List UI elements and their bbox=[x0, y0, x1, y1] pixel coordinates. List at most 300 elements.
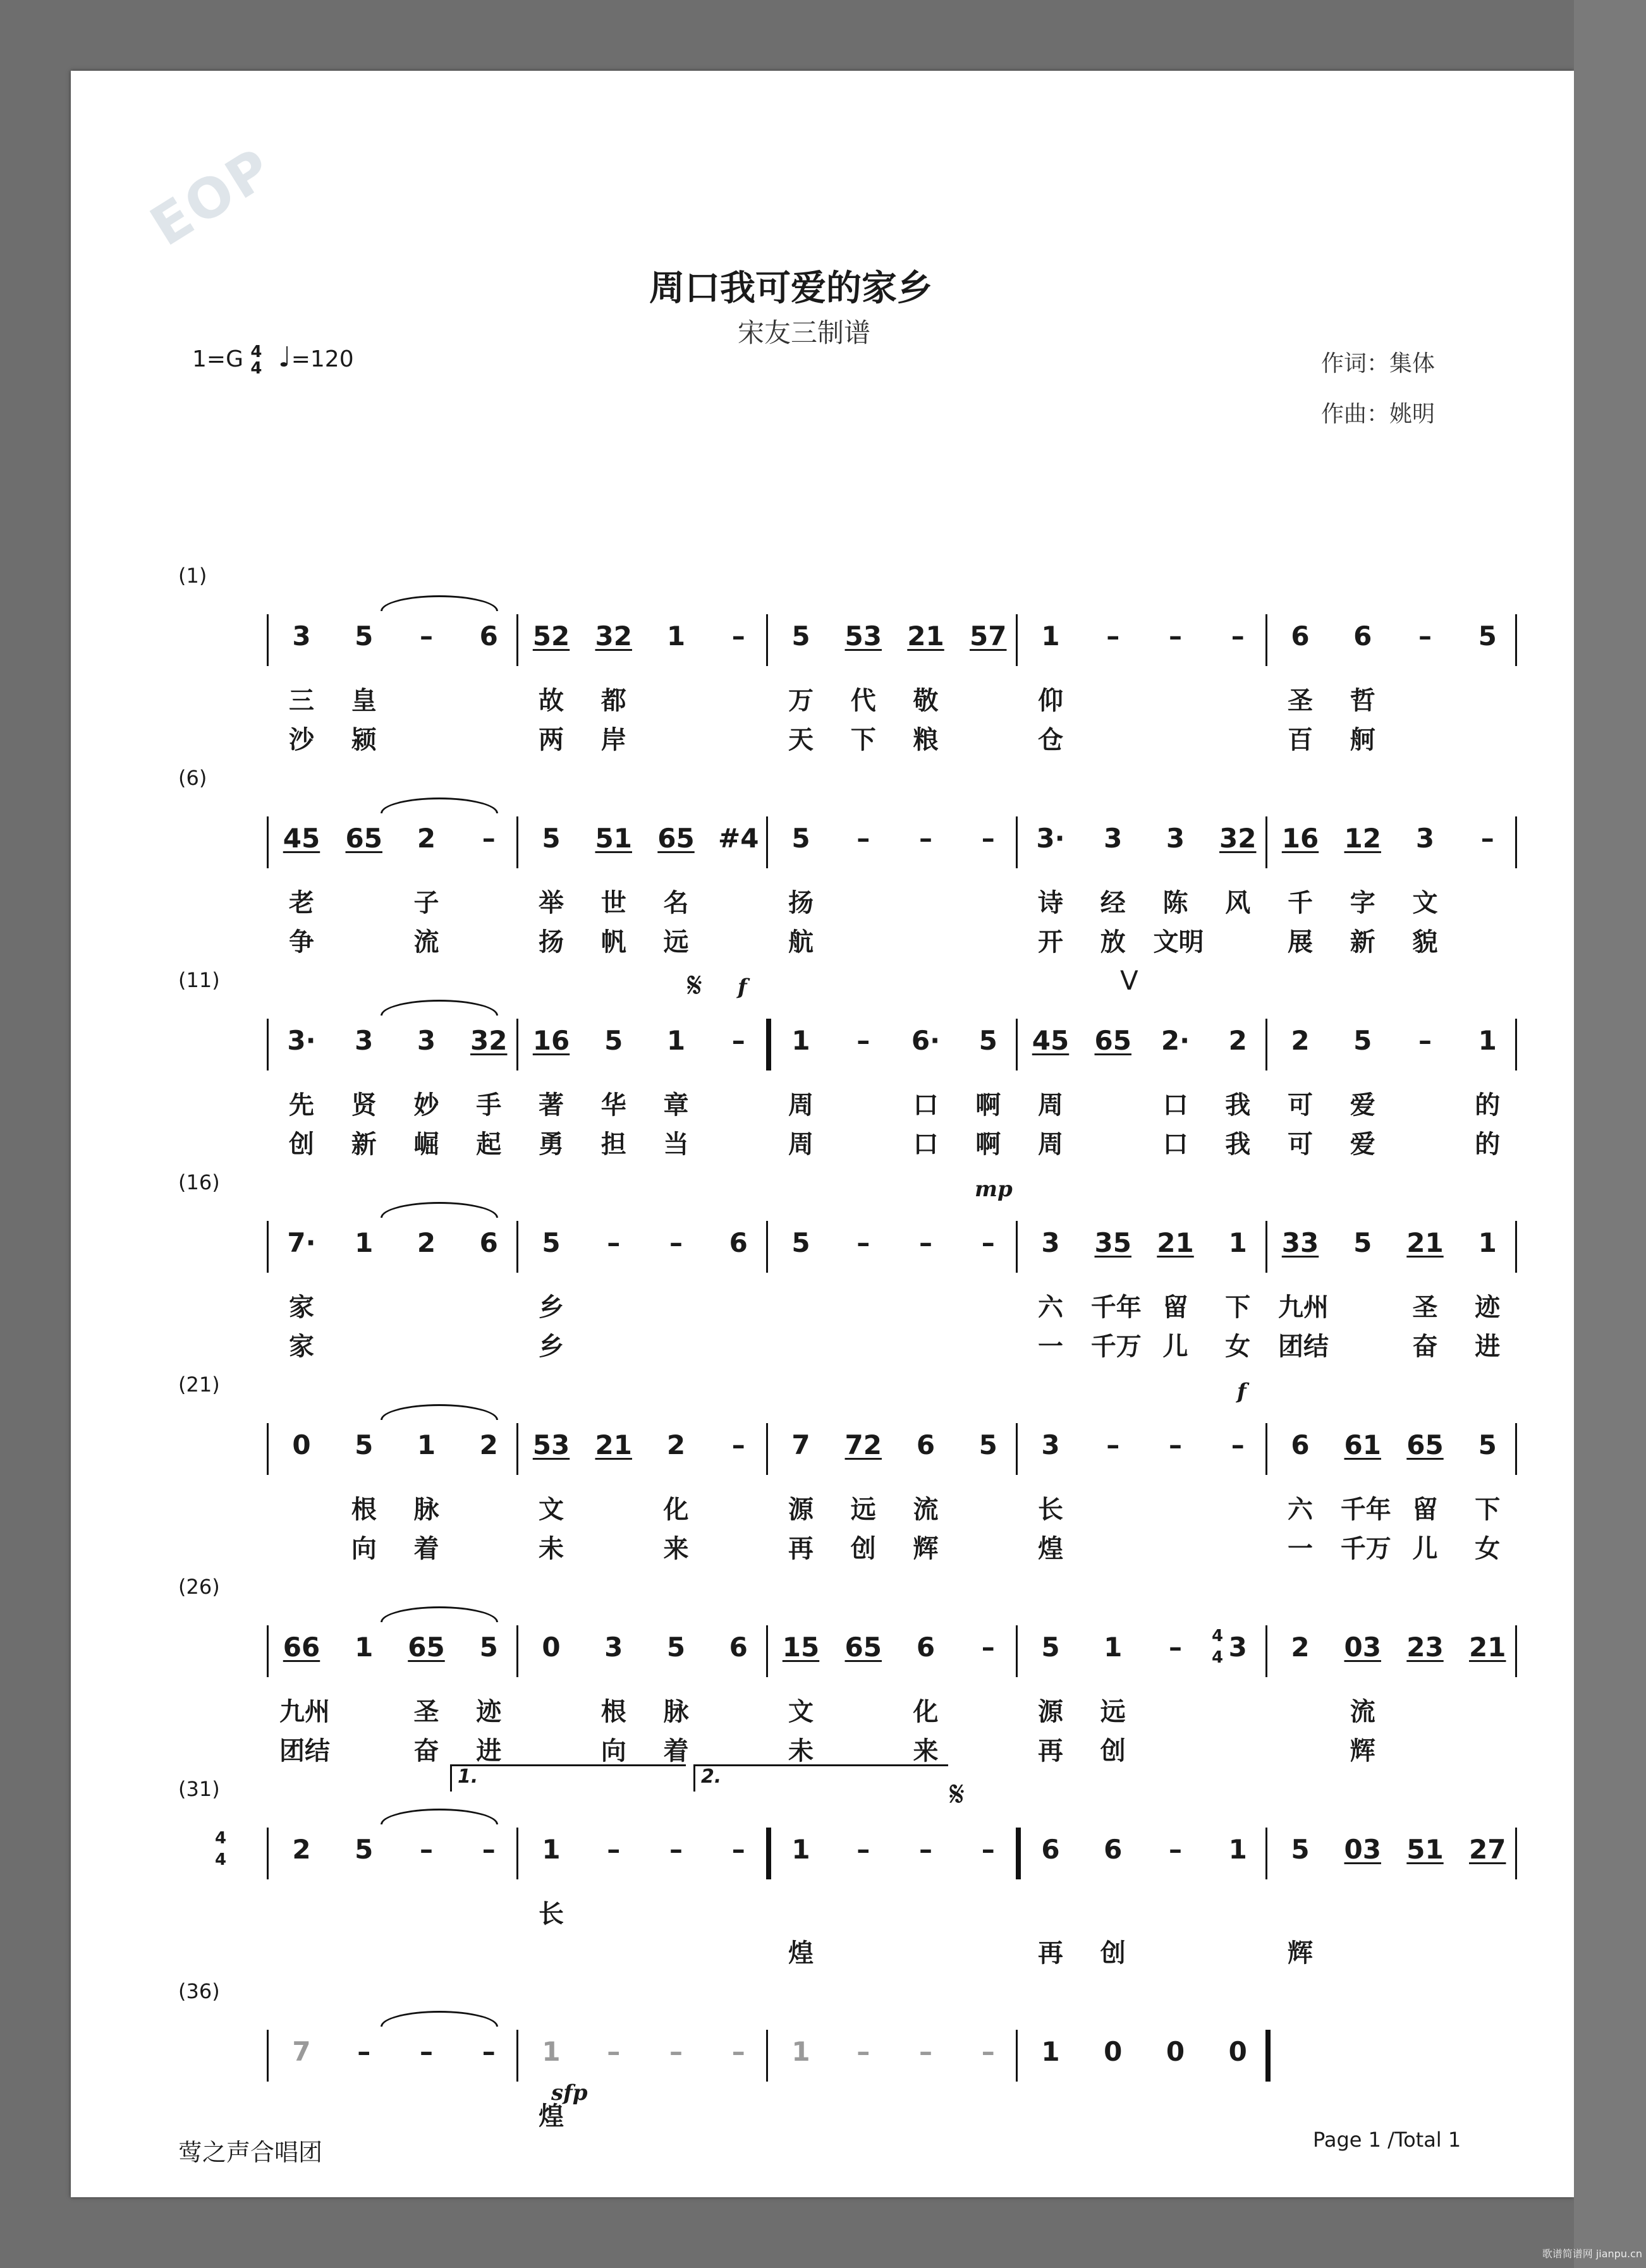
lyric-text: 家 bbox=[289, 1293, 314, 1322]
lyric-text: 流 bbox=[913, 1495, 939, 1524]
jianpu-note: 6 bbox=[729, 1632, 748, 1663]
jianpu-note: 3 bbox=[1415, 823, 1435, 854]
jianpu-note: 2 bbox=[1291, 1632, 1310, 1663]
jianpu-note: 1 bbox=[666, 621, 686, 652]
lyric-text: 都 bbox=[600, 686, 626, 715]
composer: 作曲：姚明 bbox=[1321, 401, 1436, 427]
jianpu-note: 65 bbox=[1094, 1025, 1131, 1056]
lyric-text: 创 bbox=[1100, 1737, 1126, 1766]
slur-mark bbox=[381, 1404, 498, 1420]
jianpu-note: 61 bbox=[1344, 1429, 1381, 1460]
jianpu-note: – bbox=[857, 1227, 870, 1258]
lyric-text: 源 bbox=[1038, 1697, 1063, 1726]
barline bbox=[1016, 1221, 1018, 1273]
lyric-text: 六 bbox=[1038, 1293, 1063, 1322]
barline bbox=[1515, 1828, 1517, 1879]
jianpu-note: 5 bbox=[1291, 1834, 1310, 1865]
lyric-text: 向 bbox=[351, 1534, 377, 1563]
slur-mark bbox=[381, 2011, 498, 2027]
lyric-text: 辉 bbox=[1288, 1939, 1313, 1968]
barline bbox=[1265, 614, 1267, 666]
jianpu-note: – bbox=[981, 1834, 995, 1865]
slur-mark bbox=[381, 797, 498, 813]
jianpu-note: – bbox=[482, 1834, 496, 1865]
lyric-text: 文 bbox=[1412, 888, 1438, 918]
barline bbox=[267, 1019, 269, 1070]
corner-site-mark: 歌谱简谱网 jianpu.cn bbox=[1542, 2248, 1642, 2260]
lyric-text: 起 bbox=[476, 1130, 502, 1159]
barline bbox=[1016, 1423, 1018, 1475]
score-title: 周口我可爱的家乡 bbox=[649, 267, 932, 309]
jianpu-note: 32 bbox=[595, 621, 632, 652]
lyric-text: 长 bbox=[1038, 1495, 1063, 1524]
jianpu-note: – bbox=[731, 1834, 745, 1865]
barline bbox=[267, 816, 269, 868]
barline bbox=[1016, 816, 1018, 868]
jianpu-note: 3 bbox=[1166, 823, 1185, 854]
jianpu-note: – bbox=[607, 1834, 621, 1865]
jianpu-note: 65 bbox=[408, 1632, 445, 1663]
jianpu-note: 16 bbox=[532, 1025, 570, 1056]
lyric-text: 著 bbox=[539, 1091, 564, 1120]
jianpu-note: 51 bbox=[595, 823, 632, 854]
jianpu-note: 1 bbox=[666, 1025, 686, 1056]
barline bbox=[1265, 1423, 1267, 1475]
inline-time-den: 4 bbox=[1212, 1648, 1224, 1667]
barline bbox=[766, 614, 768, 666]
footer-page-number: Page 1 /Total 1 bbox=[1313, 2128, 1461, 2152]
lyric-text: 航 bbox=[788, 928, 814, 957]
jianpu-note: 51 bbox=[1406, 1834, 1444, 1865]
barline bbox=[766, 1019, 771, 1070]
lyric-text: 下 bbox=[1225, 1293, 1251, 1322]
lyric-text: 千年 bbox=[1340, 1495, 1391, 1524]
jianpu-note: 6 bbox=[916, 1429, 936, 1460]
jianpu-note: 3 bbox=[417, 1025, 436, 1056]
jianpu-note: 5 bbox=[542, 823, 561, 854]
jianpu-note: 2 bbox=[1228, 1025, 1247, 1056]
measure-number: (1) bbox=[178, 564, 207, 588]
lyric-text: 圣 bbox=[413, 1697, 439, 1726]
jianpu-note: – bbox=[1169, 621, 1182, 652]
lyric-text: 留 bbox=[1412, 1495, 1438, 1524]
jianpu-note: – bbox=[1106, 621, 1120, 652]
lyric-text: 仓 bbox=[1038, 725, 1063, 755]
lyric-text: 千万 bbox=[1340, 1534, 1391, 1563]
jianpu-note: 1 bbox=[542, 1834, 561, 1865]
lyric-text: 创 bbox=[850, 1534, 876, 1563]
jianpu-note: 0 bbox=[1166, 2036, 1185, 2067]
jianpu-note: 66 bbox=[283, 1632, 320, 1663]
lyric-text: 崛 bbox=[413, 1130, 439, 1159]
jianpu-note: 1 bbox=[1041, 621, 1060, 652]
footer-choir-name: 莺之声合唱团 bbox=[178, 2138, 323, 2166]
jianpu-note: 3· bbox=[1036, 823, 1065, 854]
jianpu-note: 1 bbox=[1041, 2036, 1060, 2067]
jianpu-note: 21 bbox=[1469, 1632, 1506, 1663]
jianpu-note: 5 bbox=[791, 1227, 810, 1258]
jianpu-note: – bbox=[420, 621, 433, 652]
lyric-text: 周 bbox=[1038, 1130, 1063, 1159]
barline bbox=[267, 1828, 269, 1879]
jianpu-note: 2 bbox=[292, 1834, 311, 1865]
jianpu-note: – bbox=[919, 823, 932, 854]
jianpu-note: 57 bbox=[970, 621, 1007, 652]
lyric-text: 啊 bbox=[975, 1091, 1001, 1120]
jianpu-note: 21 bbox=[1157, 1227, 1194, 1258]
jianpu-note: 72 bbox=[844, 1429, 882, 1460]
jianpu-note: 6 bbox=[1291, 621, 1310, 652]
lyric-text: 儿 bbox=[1412, 1534, 1438, 1563]
lyric-text: 勇 bbox=[539, 1130, 564, 1159]
lyric-text: 煌 bbox=[1038, 1534, 1063, 1563]
jianpu-note: – bbox=[731, 621, 745, 652]
key-signature bbox=[192, 341, 354, 377]
lyric-text: 圣 bbox=[1288, 686, 1313, 715]
lyric-text: 争 bbox=[289, 928, 314, 957]
jianpu-note: 5 bbox=[1478, 1429, 1497, 1460]
jianpu-note: 1 bbox=[417, 1429, 436, 1460]
lyric-text: 名 bbox=[663, 888, 689, 918]
lyric-text: 陈 bbox=[1162, 888, 1188, 918]
dynamic-mp: mp bbox=[975, 1177, 1013, 1202]
lyric-text: 哲 bbox=[1350, 686, 1375, 715]
barline bbox=[267, 1423, 269, 1475]
jianpu-note: 1 bbox=[542, 2036, 561, 2067]
measure-number: (11) bbox=[178, 968, 220, 992]
slur-mark bbox=[381, 1809, 498, 1824]
lyric-text: 风 bbox=[1225, 888, 1251, 918]
jianpu-note: – bbox=[731, 1429, 745, 1460]
jianpu-note: – bbox=[857, 2036, 870, 2067]
jianpu-note: – bbox=[1169, 1632, 1182, 1663]
jianpu-note: 1 bbox=[791, 2036, 810, 2067]
lyric-text: 辉 bbox=[913, 1534, 939, 1563]
jianpu-note: 5 bbox=[355, 1429, 374, 1460]
jianpu-note: 1 bbox=[1478, 1227, 1497, 1258]
barline bbox=[766, 1625, 768, 1677]
lyric-text: 再 bbox=[788, 1534, 814, 1563]
score-subtitle: 宋友三制谱 bbox=[738, 317, 871, 348]
jianpu-note: 45 bbox=[283, 823, 320, 854]
lyric-text: 当 bbox=[663, 1130, 689, 1159]
lyric-text: 团结 bbox=[279, 1737, 330, 1766]
jianpu-note: 5 bbox=[978, 1025, 997, 1056]
lyric-text: 脉 bbox=[663, 1697, 689, 1726]
jianpu-note: 5 bbox=[1041, 1632, 1060, 1663]
jianpu-note: 3· bbox=[287, 1025, 316, 1056]
jianpu-note: – bbox=[1480, 823, 1494, 854]
dynamic-sfp: sfp bbox=[551, 2080, 588, 2106]
jianpu-note: 5 bbox=[604, 1025, 623, 1056]
jianpu-note: 7 bbox=[292, 2036, 311, 2067]
lyric-text: 辉 bbox=[1350, 1737, 1375, 1766]
jianpu-note: 21 bbox=[595, 1429, 632, 1460]
jianpu-note: 1 bbox=[1478, 1025, 1497, 1056]
jianpu-note: 7· bbox=[287, 1227, 316, 1258]
lyric-text: 向 bbox=[600, 1737, 626, 1766]
barline bbox=[766, 1828, 771, 1879]
lyric-text: 来 bbox=[663, 1534, 689, 1563]
jianpu-note: 3 bbox=[1228, 1632, 1247, 1663]
jianpu-note: 53 bbox=[532, 1429, 570, 1460]
jianpu-note: 65 bbox=[844, 1632, 882, 1663]
lyric-text: 举 bbox=[539, 888, 564, 918]
jianpu-note: 21 bbox=[907, 621, 944, 652]
jianpu-note: 6 bbox=[916, 1632, 936, 1663]
barline bbox=[1016, 614, 1018, 666]
lyric-text: 远 bbox=[663, 928, 689, 957]
inline-time-num: 4 bbox=[1212, 1627, 1224, 1646]
lyric-text: 敬 bbox=[913, 686, 939, 715]
slur-mark bbox=[381, 1202, 498, 1218]
lyric-text: 着 bbox=[663, 1737, 689, 1766]
barline bbox=[1515, 1221, 1517, 1273]
lyric-text: 女 bbox=[1225, 1332, 1251, 1361]
lyric-text: 沙 bbox=[289, 725, 314, 755]
barline bbox=[516, 1221, 518, 1273]
lyric-text: 世 bbox=[600, 888, 626, 918]
lyric-text: 源 bbox=[788, 1495, 814, 1524]
barline bbox=[1016, 1019, 1018, 1070]
lyric-text: 貌 bbox=[1412, 928, 1438, 957]
jianpu-note: – bbox=[420, 2036, 433, 2067]
volta-bracket-2 bbox=[693, 1764, 948, 1792]
jianpu-note: 27 bbox=[1469, 1834, 1506, 1865]
jianpu-note: – bbox=[482, 823, 496, 854]
jianpu-note: 0 bbox=[292, 1429, 311, 1460]
lyric-text: 奋 bbox=[413, 1737, 439, 1766]
barline bbox=[267, 614, 269, 666]
lyric-text: 章 bbox=[663, 1091, 689, 1120]
jianpu-note: 35 bbox=[1094, 1227, 1131, 1258]
jianpu-note: 6 bbox=[1291, 1429, 1310, 1460]
jianpu-note: 65 bbox=[657, 823, 695, 854]
lyric-text: 化 bbox=[663, 1495, 689, 1524]
jianpu-note: 5 bbox=[1478, 621, 1497, 652]
tempo-text: =120 bbox=[291, 346, 354, 372]
breath-mark: V bbox=[1120, 965, 1138, 996]
lyric-text: 爱 bbox=[1350, 1091, 1375, 1120]
volta-2-label: 2. bbox=[701, 1766, 722, 1788]
jianpu-note: – bbox=[857, 1834, 870, 1865]
jianpu-note: 1 bbox=[791, 1834, 810, 1865]
jianpu-note: – bbox=[607, 2036, 621, 2067]
jianpu-note: 2 bbox=[417, 823, 436, 854]
jianpu-note: 3 bbox=[604, 1632, 623, 1663]
quarter-note-icon: ♩ bbox=[277, 341, 291, 373]
jianpu-note: 15 bbox=[782, 1632, 820, 1663]
barline bbox=[516, 1423, 518, 1475]
lyric-text: 颍 bbox=[351, 725, 377, 755]
lyric-text: 六 bbox=[1288, 1495, 1313, 1524]
lyric-text: 老 bbox=[289, 888, 314, 918]
jianpu-note: – bbox=[357, 2036, 371, 2067]
jianpu-note: 5 bbox=[479, 1632, 498, 1663]
inline-time-num: 4 bbox=[215, 1829, 227, 1848]
barline bbox=[1515, 816, 1517, 868]
lyric-text: 进 bbox=[476, 1737, 502, 1766]
segno-sign: 𝄋 bbox=[687, 965, 703, 1006]
lyric-text: 儿 bbox=[1162, 1332, 1188, 1361]
lyric-text: 迹 bbox=[476, 1697, 502, 1726]
jianpu-note: – bbox=[731, 1025, 745, 1056]
measure-number: (26) bbox=[178, 1575, 220, 1599]
lyric-text: 开 bbox=[1038, 928, 1063, 957]
jianpu-note: – bbox=[1169, 1429, 1182, 1460]
lyric-text: 未 bbox=[539, 1534, 564, 1563]
lyric-text: 进 bbox=[1475, 1332, 1501, 1361]
lyric-text: 华 bbox=[600, 1091, 626, 1120]
lyric-text: 千万 bbox=[1090, 1332, 1142, 1361]
lyric-text: 妙 bbox=[413, 1091, 439, 1120]
lyric-text: 来 bbox=[913, 1737, 939, 1766]
barline bbox=[1515, 1019, 1517, 1070]
jianpu-note: 5 bbox=[666, 1632, 686, 1663]
lyric-text: 煌 bbox=[788, 1939, 814, 1968]
jianpu-note: 1 bbox=[355, 1632, 374, 1663]
barline bbox=[1016, 2030, 1018, 2082]
jianpu-note: 6 bbox=[1353, 621, 1372, 652]
lyric-text: 再 bbox=[1038, 1939, 1063, 1968]
lyric-text: 周 bbox=[788, 1130, 814, 1159]
jianpu-note: 2· bbox=[1161, 1025, 1190, 1056]
jianpu-note: 16 bbox=[1281, 823, 1319, 854]
lyric-text: 口 bbox=[1162, 1130, 1188, 1159]
lyric-text: 煌 bbox=[539, 2102, 564, 2131]
barline bbox=[267, 1625, 269, 1677]
jianpu-note: – bbox=[482, 2036, 496, 2067]
jianpu-note: 2 bbox=[1291, 1025, 1310, 1056]
jianpu-note: 6 bbox=[729, 1227, 748, 1258]
lyric-text: 扬 bbox=[539, 928, 564, 957]
barline bbox=[1265, 816, 1267, 868]
lyric-text: 一 bbox=[1288, 1534, 1313, 1563]
lyric-text: 流 bbox=[1350, 1697, 1375, 1726]
jianpu-note: – bbox=[857, 823, 870, 854]
barline bbox=[1515, 1625, 1517, 1677]
lyric-text: 远 bbox=[1100, 1697, 1126, 1726]
barline bbox=[766, 1221, 768, 1273]
barline bbox=[766, 816, 768, 868]
jianpu-note: 6 bbox=[1041, 1834, 1060, 1865]
lyric-text: 再 bbox=[1038, 1737, 1063, 1766]
lyric-text: 啊 bbox=[975, 1130, 1001, 1159]
barline bbox=[1016, 1625, 1018, 1677]
jianpu-note: 0 bbox=[1228, 2036, 1247, 2067]
score-sheet bbox=[71, 71, 1574, 2197]
lyric-text: 千 bbox=[1288, 888, 1313, 918]
lyric-text: 周 bbox=[788, 1091, 814, 1120]
lyric-text: 着 bbox=[413, 1534, 439, 1563]
lyric-text: 子 bbox=[413, 888, 439, 918]
lyric-text: 根 bbox=[600, 1697, 626, 1726]
lyric-text: 长 bbox=[539, 1900, 564, 1929]
jianpu-note: 6· bbox=[911, 1025, 941, 1056]
jianpu-note: 3 bbox=[355, 1025, 374, 1056]
lyric-text: 文明 bbox=[1153, 928, 1204, 957]
lyric-text: 的 bbox=[1475, 1091, 1501, 1120]
lyric-text: 下 bbox=[850, 725, 876, 755]
lyric-text: 展 bbox=[1288, 928, 1313, 957]
lyric-text: 千年 bbox=[1090, 1293, 1142, 1322]
lyric-text: 仰 bbox=[1038, 686, 1063, 715]
lyric-text: 诗 bbox=[1038, 888, 1063, 918]
lyric-text: 下 bbox=[1475, 1495, 1501, 1524]
jianpu-note: 6 bbox=[1104, 1834, 1123, 1865]
lyric-text: 九州 bbox=[1278, 1293, 1329, 1322]
lyric-text: 创 bbox=[289, 1130, 314, 1159]
jianpu-note: 2 bbox=[417, 1227, 436, 1258]
lyric-text: 迹 bbox=[1475, 1293, 1501, 1322]
dynamic-f: f bbox=[738, 974, 747, 1000]
jianpu-note: 6 bbox=[479, 1227, 498, 1258]
jianpu-note: 3 bbox=[1041, 1227, 1060, 1258]
slur-mark bbox=[381, 1606, 498, 1622]
jianpu-note: 32 bbox=[470, 1025, 508, 1056]
barline bbox=[1515, 614, 1517, 666]
lyric-text: 口 bbox=[913, 1091, 939, 1120]
lyric-text: 经 bbox=[1100, 888, 1126, 918]
jianpu-note: 45 bbox=[1032, 1025, 1070, 1056]
slur-mark bbox=[381, 595, 498, 611]
jianpu-note: – bbox=[731, 2036, 745, 2067]
barline bbox=[1016, 1828, 1021, 1879]
lyric-text: 女 bbox=[1475, 1534, 1501, 1563]
lyric-text: 岸 bbox=[600, 725, 626, 755]
jianpu-note: – bbox=[981, 823, 995, 854]
measure-number: (36) bbox=[178, 1979, 220, 2003]
lyric-text: 九州 bbox=[279, 1697, 330, 1726]
barline bbox=[1265, 1019, 1267, 1070]
lyric-text: 化 bbox=[913, 1697, 939, 1726]
barline bbox=[516, 816, 518, 868]
jianpu-note: 21 bbox=[1406, 1227, 1444, 1258]
barline bbox=[516, 2030, 518, 2082]
lyric-text: 口 bbox=[1162, 1091, 1188, 1120]
lyric-text: 文 bbox=[788, 1697, 814, 1726]
inline-time-den: 4 bbox=[215, 1850, 227, 1869]
jianpu-note: – bbox=[1418, 1025, 1432, 1056]
jianpu-note: 7 bbox=[791, 1429, 810, 1460]
jianpu-note: 3 bbox=[292, 621, 311, 652]
lyric-text: 周 bbox=[1038, 1091, 1063, 1120]
jianpu-note: – bbox=[669, 1834, 683, 1865]
volta-bracket-1 bbox=[450, 1764, 686, 1792]
jianpu-note: 52 bbox=[532, 621, 570, 652]
jianpu-note: – bbox=[1106, 1429, 1120, 1460]
lyric-text: 远 bbox=[850, 1495, 876, 1524]
jianpu-note: 12 bbox=[1344, 823, 1381, 854]
jianpu-note: 03 bbox=[1344, 1632, 1381, 1663]
jianpu-note: – bbox=[1231, 621, 1245, 652]
lyric-text: 百 bbox=[1288, 725, 1313, 755]
time-den: 4 bbox=[250, 359, 262, 378]
lyric-text: 皇 bbox=[351, 686, 377, 715]
lyric-text: 家 bbox=[289, 1332, 314, 1361]
measure-number: (31) bbox=[178, 1777, 220, 1801]
right-margin bbox=[1574, 0, 1646, 2268]
lyric-text: 未 bbox=[788, 1737, 814, 1766]
jianpu-note: 5 bbox=[355, 1834, 374, 1865]
lyric-text: 爱 bbox=[1350, 1130, 1375, 1159]
lyric-text: 乡 bbox=[539, 1332, 564, 1361]
jianpu-note: 5 bbox=[791, 621, 810, 652]
time-signature bbox=[250, 344, 262, 377]
jianpu-note: 5 bbox=[978, 1429, 997, 1460]
lyric-text: 贤 bbox=[351, 1091, 377, 1120]
jianpu-note: 5 bbox=[791, 823, 810, 854]
